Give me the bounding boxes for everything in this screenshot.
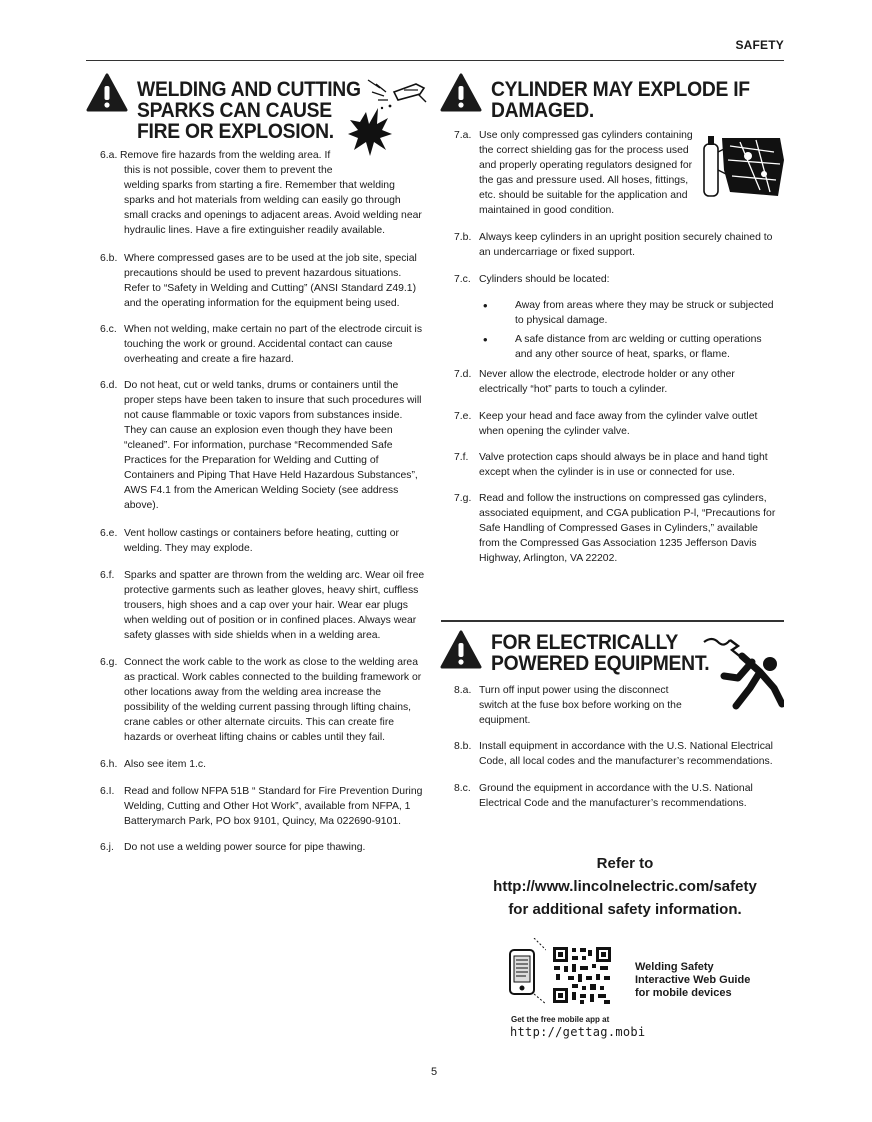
item-number: 7.e. bbox=[454, 411, 472, 422]
item-line: from the Compressed Gas Association 1235 Jefferson Davis bbox=[479, 538, 757, 549]
item-line: Code, all local codes and the manufacturer’s recommendations. bbox=[479, 756, 773, 767]
item-line: welding sparks from starting a fire. Remember that welding bbox=[124, 180, 395, 191]
item-line: etc. should be suitable for the application and bbox=[479, 190, 688, 201]
item-line: Vent hollow castings or containers before heating, cutting or bbox=[124, 528, 399, 539]
item-line: an undercarriage or fixed support. bbox=[479, 247, 635, 258]
item-number: 7.a. bbox=[454, 130, 472, 141]
item-line: Turn off input power using the disconnect bbox=[479, 685, 669, 696]
bullet-line: Away from areas where they may be struck or subjected bbox=[515, 300, 774, 311]
item-line: possibility of the welding current passing through lifting chains, bbox=[124, 702, 412, 713]
item-line: small cracks and openings to adjacent areas. Avoid welding near bbox=[124, 210, 422, 221]
section-label: SAFETY bbox=[735, 38, 784, 52]
item-text bbox=[479, 128, 779, 218]
electrical-section-title: FOR ELECTRICALLY POWERED EQUIPMENT. bbox=[491, 631, 710, 675]
item-line: except when the cylinder is in use or connected for use. bbox=[479, 467, 735, 478]
item-number: 7.d. bbox=[454, 369, 472, 380]
item-text bbox=[124, 251, 434, 311]
warning-triangle-icon bbox=[440, 630, 482, 670]
item-line: the gas and pressure used. All hoses, fittings, bbox=[479, 175, 689, 186]
item-line: Batterymarch Park, PO box 9101, Quincy, Ma 022690-9101. bbox=[124, 816, 402, 827]
bullet-line: and any other source of heat, sparks, or flame. bbox=[515, 349, 730, 360]
item-text bbox=[124, 378, 434, 513]
item-text bbox=[124, 757, 434, 772]
item-text bbox=[479, 781, 779, 811]
item-line: above). bbox=[124, 500, 159, 511]
item-line: not cause flammable or toxic vapors from substances inside. bbox=[124, 410, 403, 421]
mobile-phone-icon bbox=[506, 938, 546, 1006]
item-line: hazards or overheat lifting chains or cables until they fail. bbox=[124, 732, 386, 743]
item-line: They can cause an explosion even though they have been bbox=[124, 425, 393, 436]
item-text bbox=[479, 739, 779, 769]
bullet-dot: • bbox=[483, 332, 488, 347]
item-line: touching the work or ground. Accidental contact can cause bbox=[124, 339, 393, 350]
item-line: Ground the equipment in accordance with the U.S. National bbox=[479, 783, 753, 794]
item-text bbox=[479, 409, 779, 439]
mobile-guide-text: Welding Safety Interactive Web Guide for mobile devices bbox=[635, 961, 751, 999]
item-line: Also see item 1.c. bbox=[124, 759, 207, 770]
item-line: Remove fire hazards from the welding area. If bbox=[120, 150, 331, 161]
item-text bbox=[479, 450, 779, 480]
item-line: proper steps have been taken to insure that such procedures will bbox=[124, 395, 422, 406]
item-text bbox=[479, 272, 779, 287]
item-line: protective garments such as leather gloves, heavy shirt, cuffless bbox=[124, 585, 419, 596]
item-line: Welding, Cutting and Other Hot Work”, available from NFPA, 1 bbox=[124, 801, 411, 812]
item-line: welding. They may explode. bbox=[124, 543, 253, 554]
item-line: switch at the fuse box before working on the bbox=[479, 700, 682, 711]
item-text bbox=[124, 322, 434, 367]
item-line: Read and follow the instructions on compressed gas cylinders, bbox=[479, 493, 767, 504]
item-line: Containers and Piping That Have Held Hazardous Substances”, bbox=[124, 470, 418, 481]
warning-triangle-icon bbox=[86, 73, 128, 113]
item-line: Practices for the Preparation for Welding and Cutting of bbox=[124, 455, 379, 466]
item-line: Refer to “Safety in Welding and Cutting” (ANSI Standard Z49.1) bbox=[124, 283, 417, 294]
bullet-line: A safe distance from arc welding or cutting operations bbox=[515, 334, 762, 345]
item-line: hydraulic lines. Have a fire extinguisher readily available. bbox=[124, 225, 386, 236]
section-divider bbox=[441, 620, 784, 622]
item-number: 6.g. bbox=[100, 657, 118, 668]
item-number: 6.j. bbox=[100, 842, 114, 853]
item-line: electrically “hot” parts to touch a cylinder. bbox=[479, 384, 668, 395]
item-line: Valve protection caps should always be in place and hand tight bbox=[479, 452, 768, 463]
item-number: 6.f. bbox=[100, 570, 115, 581]
item-text bbox=[479, 230, 779, 260]
item-number: 6.e. bbox=[100, 528, 118, 539]
item-text bbox=[124, 568, 434, 643]
item-line: “cleaned”. For information, purchase “Recommended Safe bbox=[124, 440, 393, 451]
item-number: 6.c. bbox=[100, 324, 117, 335]
item-number: 8.b. bbox=[454, 741, 472, 752]
refer-block bbox=[440, 852, 810, 921]
item-line: Install equipment in accordance with the U.S. National Electrical bbox=[479, 741, 773, 752]
item-line: trousers, high shoes and a cap over your hair. Wear ear plugs bbox=[124, 600, 408, 611]
app-url-link[interactable]: http://gettag.mobi bbox=[510, 1025, 646, 1039]
item-number: 6.a. bbox=[100, 150, 118, 161]
qr-code-icon[interactable] bbox=[552, 946, 612, 1004]
bullet-line: to physical damage. bbox=[515, 315, 608, 326]
item-number: 6.h. bbox=[100, 759, 118, 770]
header-rule bbox=[86, 60, 784, 61]
warning-triangle-icon bbox=[440, 73, 482, 113]
item-number: 7.f. bbox=[454, 452, 469, 463]
item-line: Connect the work cable to the work as close to the welding area bbox=[124, 657, 418, 668]
item-line: Read and follow NFPA 51B “ Standard for Fire Prevention During bbox=[124, 786, 423, 797]
item-line: Always keep cylinders in an upright position securely chained to bbox=[479, 232, 773, 243]
item-line: Safe Handling of Compressed Gases in Cylinders,” available bbox=[479, 523, 758, 534]
item-line: and properly operating regulators designed for bbox=[479, 160, 693, 171]
item-text bbox=[120, 148, 430, 238]
item-line: this is not possible, cover them to prevent the bbox=[124, 165, 333, 176]
item-line: when welding out of position or in confined places. Always wear bbox=[124, 615, 417, 626]
item-line: AWS F4.1 from the American Welding Society (see address bbox=[124, 485, 399, 496]
refer-line: for additional safety information. bbox=[508, 901, 742, 918]
bullet-text bbox=[515, 298, 785, 328]
item-line: crane cables or other alternate circuits. This can create fire bbox=[124, 717, 395, 728]
item-line: When not welding, make certain no part of the electrode circuit is bbox=[124, 324, 423, 335]
item-number: 7.b. bbox=[454, 232, 472, 243]
bullet-dot: • bbox=[483, 298, 488, 313]
item-text bbox=[479, 367, 779, 397]
item-line: Keep your head and face away from the cylinder valve outlet bbox=[479, 411, 758, 422]
item-line: Electrical Code and the manufacturer’s recommendations. bbox=[479, 798, 747, 809]
app-note: Get the free mobile app at bbox=[511, 1015, 610, 1024]
item-number: 8.a. bbox=[454, 685, 472, 696]
refer-url[interactable]: http://www.lincolnelectric.com/safety bbox=[493, 878, 757, 895]
item-text bbox=[479, 491, 779, 566]
item-line: when opening the cylinder valve. bbox=[479, 426, 630, 437]
item-text bbox=[124, 526, 434, 556]
item-line: Where compressed gases are to be used at the job site, special bbox=[124, 253, 417, 264]
item-number: 7.c. bbox=[454, 274, 471, 285]
item-line: as practical. Work cables connected to the building framework or bbox=[124, 672, 422, 683]
item-text bbox=[124, 784, 434, 829]
refer-line: Refer to bbox=[596, 855, 654, 872]
item-number: 6.I. bbox=[100, 786, 115, 797]
cylinder-section-title: CYLINDER MAY EXPLODE IF DAMAGED. bbox=[491, 78, 750, 122]
item-text bbox=[124, 655, 434, 745]
item-line: and the operating information for the equipment being used. bbox=[124, 298, 400, 309]
item-line: sparks and hot materials from welding can easily go through bbox=[124, 195, 401, 206]
item-number: 6.b. bbox=[100, 253, 118, 264]
item-line: Never allow the electrode, electrode holder or any other bbox=[479, 369, 735, 380]
item-line: Do not heat, cut or weld tanks, drums or containers until the bbox=[124, 380, 399, 391]
item-line: overheating and create a fire hazard. bbox=[124, 354, 294, 365]
bullet-text bbox=[515, 332, 785, 362]
item-line: Do not use a welding power source for pipe thawing. bbox=[124, 842, 366, 853]
item-line: maintained in good condition. bbox=[479, 205, 615, 216]
item-text bbox=[124, 840, 434, 855]
item-line: precautions should be used to prevent hazardous situations. bbox=[124, 268, 402, 279]
page-number: 5 bbox=[431, 1066, 438, 1078]
item-line: other locations away from the welding area increase the bbox=[124, 687, 382, 698]
welding-sparks-explosion-icon bbox=[346, 78, 430, 158]
fire-section-title: WELDING AND CUTTING SPARKS CAN CAUSE FIRE OR EXPLOSION. bbox=[137, 78, 361, 143]
item-number: 7.g. bbox=[454, 493, 472, 504]
item-line: Highway, Arlington, VA 22202. bbox=[479, 553, 618, 564]
item-line: safety glasses with side shields when in a welding area. bbox=[124, 630, 381, 641]
item-number: 6.d. bbox=[100, 380, 118, 391]
item-line: equipment. bbox=[479, 715, 531, 726]
item-number: 8.c. bbox=[454, 783, 471, 794]
item-line: Cylinders should be located: bbox=[479, 274, 610, 285]
item-text bbox=[479, 683, 779, 728]
item-line: the correct shielding gas for the process used bbox=[479, 145, 689, 156]
item-line: associated equipment, and CGA publication P-l, “Precautions for bbox=[479, 508, 776, 519]
item-line: Use only compressed gas cylinders containing bbox=[479, 130, 693, 141]
item-line: Sparks and spatter are thrown from the welding arc. Wear oil free bbox=[124, 570, 425, 581]
